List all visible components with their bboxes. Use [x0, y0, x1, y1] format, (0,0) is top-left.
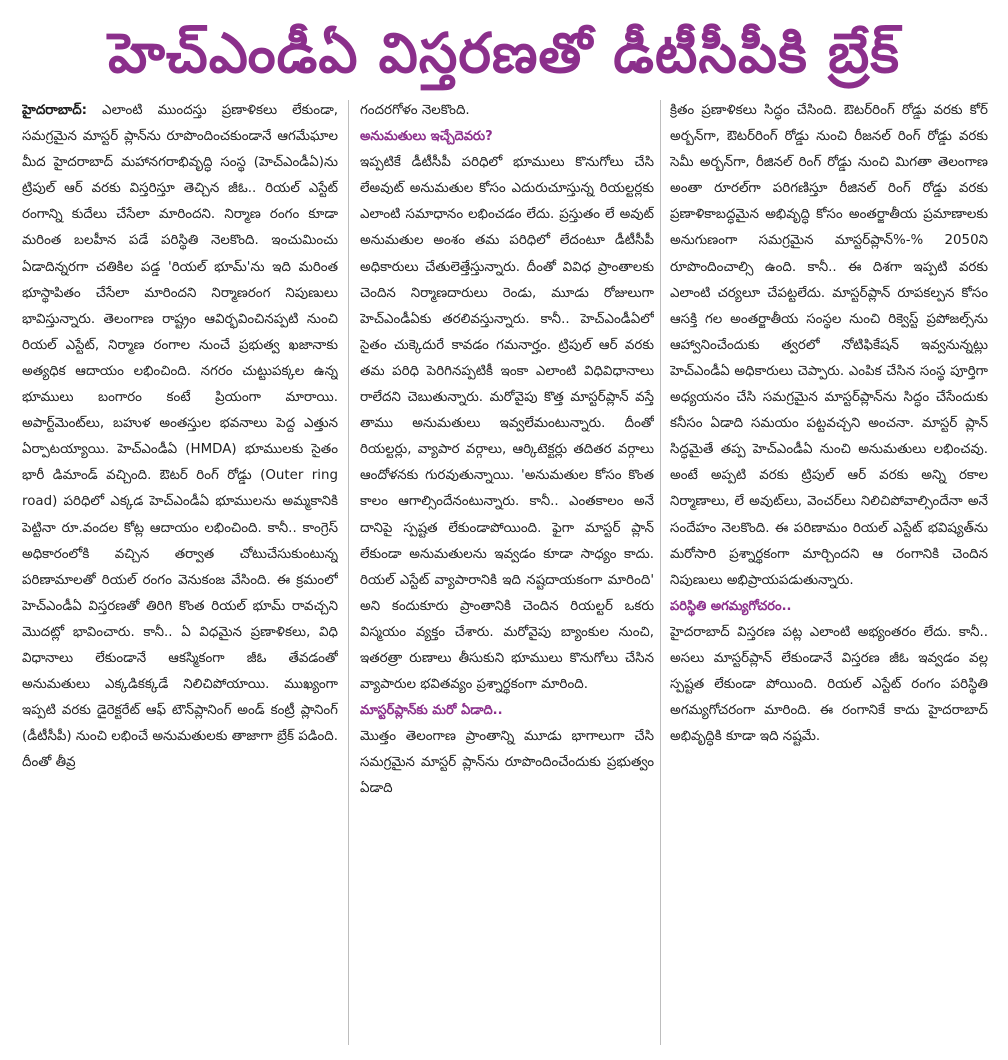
paragraph: క్రితం ప్రణాళికలు సిద్ధం చేసింది. ఔటర్‌రింగ్‌ రోడ్డు వరకు కోర్‌ అర్బన్‌గా, ఔటర్‌రింగ్‌ రోడ్డు నుంచి రీజనల్‌ రింగ్‌ రోడ్డు వరకు సెమీ అర్బన్‌గా, రీజినల్‌ రింగ్‌ రోడ్డు నుంచి మిగతా తెలంగాణ అంతా రూరల్‌గా పరిగణిస్తూ రీజినల్‌ రింగ్‌ రోడ్డు వరకు ప్రణాళికాబద్ధమైన అభివృద్ధి కోసం అంతర్జాతీయ ప్రమాణాలకు అనుగుణంగా సమగ్రమైన మాస్టర్‌ప్లాన్‌%-% 2050ని రూపొందించాల్సి ఉంది. కానీ.. ఈ దిశగా ఇప్పటి వరకు ఎలాంటి చర్యలూ చేపట్టలేదు. మాస్టర్‌ప్లాన్‌ రూపకల్పన కోసం ఆసక్తి గల అంతర్జాతీయ సంస్థల నుంచి రిక్వెస్ట్‌ ప్రపోజల్స్‌ను ఆహ్వానించేందుకు త్వరలో నోటిఫికేషన్‌ ఇవ్వనున్నట్లు హెచ్‌ఎండీఏ అధికారులు చెప్పారు. ఎంపిక చేసిన సంస్థ పూర్తిగా అధ్యయనం చేసి సమగ్రమైన మాస్టర్‌ప్లాన్‌ను సిద్ధం చేసేందుకు కనీసం ఏడాది సమయం పట్టవచ్చని అంచనా. మాస్టర్‌ ప్లాన్‌ సిద్ధమైతే తప్ప హెచ్‌ఎండీఏ నుంచి అనుమతులు లభించవు. అంటే అప్పటి వరకు ట్రిపుల్‌ ఆర్‌ వరకు అన్ని రకాల నిర్మాణాలు, లే అవుట్‌లు, వెంచర్‌లు నిలిచిపోవాల్సిందేనా అనే సందేహం నెలకొంది. ఈ పరిణామం రియల్‌ ఎస్టేట్‌ భవిష్యత్‌ను మరోసారి ప్రశ్నార్థకంగా మార్చిందని ఆ రంగానికి చెందిన నిపుణులు అభిప్రాయపడుతున్నారు.	[670, 103, 988, 588]
subheading: పరిస్థితి అగమ్యగోచరం..	[670, 598, 792, 614]
column-1	[22, 98, 338, 1048]
paragraph: గందరగోళం నెలకొంది.	[360, 103, 470, 118]
column-3	[670, 98, 988, 1048]
column-divider	[660, 100, 661, 1045]
headline: హెచ్‌ఎండీఏ విస్తరణతో డీటీసీపీకి బ్రేక్	[108, 21, 900, 85]
paragraph: హైదరాబాద్‌ విస్తరణ పట్ల ఎలాంటి అభ్యంతరం లేదు. కానీ.. అసలు మాస్టర్‌ప్లాన్‌ లేకుండానే విస్తరణ జీఓ ఇవ్వడం వల్ల స్పష్టత లేకుండా పోయింది. రియల్‌ ఎస్టేట్‌ రంగం పరిస్థితి అగమ్యగోచరంగా మారింది. ఈ రంగానికే కాదు హైదరాబాద్‌ అభివృద్ధికి కూడా ఇది నష్టమే.	[670, 624, 988, 745]
subheading: మాస్టర్‌ప్లాన్‌కు మరో ఏడాది..	[360, 703, 503, 719]
paragraph: ఇప్పటికే డీటీసీపీ పరిధిలో భూములు కొనుగోలు చేసి లేఅవుట్‌ అనుమతుల కోసం ఎదురుచూస్తున్న రియల్టర్లకు ఎలాంటి సమాధానం లభించడం లేదు. ప్రస్తుతం లే అవుట్‌ అనుమతుల అంశం తమ పరిధిలో లేదంటూ డీటీసీపీ అధికారులు చేతులెత్తేస్తున్నారు. దీంతో వివిధ ప్రాంతాలకు చెందిన నిర్మాణదారులు రెండు, మూడు రోజులుగా హెచ్‌ఎండీఏకు తరలివస్తున్నారు. కానీ.. హెచ్‌ఎండీఏలో సైతం చుక్కెదురే కావడం గమనార్హం. ట్రిపుల్‌ ఆర్‌ వరకు తమ పరిధి పెరిగినప్పటికీ ఇంకా ఎలాంటి విధివిధానాలు రాలేదని చెబుతున్నారు. మరోవైపు కొత్త మాస్టర్‌ప్లాన్‌ వస్తే తాము అనుమతులు ఇవ్వలేమంటున్నారు. దీంతో రియల్టర్లు, వ్యాపార వర్గాలు, ఆర్కిటెక్టర్లు తదితర వర్గాలు ఆందోళనకు గురవుతున్నాయి. 'అనుమతుల కోసం కొంత కాలం ఆగాల్సిందేనంటున్నారు. కానీ.. ఎంతకాలం అనే దానిపై స్పష్టత లేకుండాపోయింది. ఫైగా మాస్టర్‌ ప్లాన్‌ లేకుండా అనుమతులను ఇవ్వడం కూడా సాధ్యం కాదు. రియల్‌ ఎస్టేట్‌ వ్యాపారానికి ఇది నష్టదాయకంగా మారింది' అని కందుకూరు ప్రాంతానికి చెందిన రియల్టర్‌ ఒకరు విస్మయం వ్యక్తం చేశారు. మరోవైపు బ్యాంకుల నుంచి, ఇతరత్రా రుణాలు తీసుకుని భూములు కొనుగోలు చేసిన వ్యాపారుల భవితవ్యం ప్రశ్నార్థకంగా మారింది.	[360, 155, 654, 693]
column-2	[360, 98, 654, 1048]
paragraph: మొత్తం తెలంగాణ ప్రాంతాన్ని మూడు భాగాలుగా చేసి సమగ్రమైన మాస్టర్‌ ప్లాన్‌ను రూపొందించేందుకు ప్రభుత్వం ఏడాది	[360, 729, 654, 797]
column-divider	[348, 100, 349, 1045]
dateline: హైదరాబాద్‌:	[22, 103, 87, 118]
body-text: ఎలాంటి ముందస్తు ప్రణాళికలు లేకుండా, సమగ్రమైన మాస్టర్‌ ప్లాన్‌ను రూపొందించకుండానే ఆగమేఘాల మీద హైదరాబాద్‌ మహానగరాభివృద్ధి సంస్థ (హెచ్‌ఎండీఏ)ను ట్రిపుల్‌ ఆర్‌ వరకు విస్తరిస్తూ తెచ్చిన జీఓ.. రియల్‌ ఎస్టేట్‌ రంగాన్ని కుదేలు చేసేలా మారిందని. నిర్మాణ రంగం కూడా మరింత బలహీన పడే పరిస్థితి నెలకొంది. ఇంచుమించు ఏడాదిన్నరగా చతికిల పడ్డ 'రియల్‌ భూమ్‌'ను ఇది మరింత భూస్థాపితం చేసేలా మారిందని నిర్మాణరంగ నిపుణులు భావిస్తున్నారు. తెలంగాణ రాష్ట్రం ఆవిర్భవించినప్పటి నుంచి రియల్‌ ఎస్టేట్‌, నిర్మాణ రంగాల నుంచే ప్రభుత్వ ఖజానాకు అత్యధిక ఆదాయం లభించింది. నగరం చుట్టుపక్కల ఉన్న భూములు బంగారం కంటే ప్రియంగా మారాయి. అపార్ట్‌మెంట్‌లు, బహుళ అంతస్తుల భవనాలు పెద్ద ఎత్తున ఏర్పాటయ్యాయి. హెచ్‌ఎండీఏ (HMDA) భూములకు సైతం భారీ డిమాండ్‌ వచ్చింది. ఔటర్‌ రింగ్‌ రోడ్డు (Outer ring road) పరిధిలో ఎక్కడ హెచ్‌ఎండీఏ భూములను అమ్మకానికి పెట్టినా రూ.వందల కోట్ల ఆదాయం లభించింది. కానీ.. కాంగ్రెస్‌ అధికారంలోకి వచ్చిన తర్వాత చోటుచేసుకుంటున్న పరిణామాలతో రియల్‌ రంగం వెనుకంజ వేసింది. ఈ క్రమంలో హెచ్‌ఎండీఏ విస్తరణతో తిరిగి కొంత రియల్‌ భూమ్‌ రావచ్చని మొదట్లో భావించారు. కానీ.. ఏ విధమైన ప్రణాళికలు, విధి విధానాలు లేకుండానే ఆకస్మికంగా జీఓ తేవడంతో అనుమతులు ఎక్కడికక్కడే నిలిచిపోయాయి. ముఖ్యంగా ఇప్పటి వరకు డైరెక్టరేట్‌ ఆఫ్‌ టౌన్‌ప్లానింగ్‌ అండ్‌ కంట్రీ ప్లానింగ్‌ (డీటీసీపీ) నుంచి లభించే అనుమతులకు తాజాగా బ్రేక్‌ పడింది. దీంతో తీవ్ర	[22, 103, 338, 771]
paragraph	[22, 98, 338, 776]
subheading: అనుమతులు ఇచ్చేదెవరు?	[360, 129, 493, 145]
